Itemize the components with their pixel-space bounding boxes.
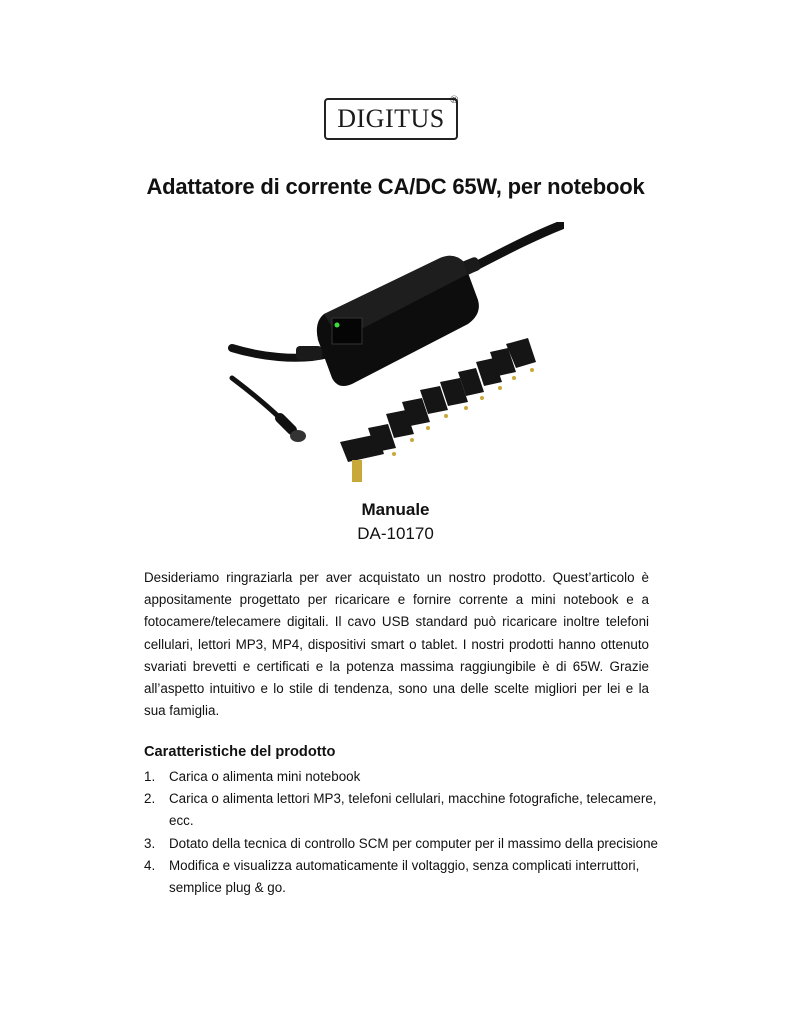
manual-code: DA-10170 [357, 524, 434, 543]
page-title: Adattatore di corrente CA/DC 65W, per notebook [146, 174, 645, 199]
feature-text: Carica o alimenta mini notebook [169, 769, 361, 784]
feature-number: 4. [144, 857, 156, 873]
features-heading: Caratteristiche del prodotto [144, 744, 336, 760]
digitus-logo [324, 94, 464, 144]
feature-item [144, 788, 664, 832]
feature-number: 2. [144, 791, 156, 807]
feature-text: Dotato della tecnica di controllo SCM per computer per il massimo della precisione [169, 835, 658, 851]
features-list [144, 766, 664, 899]
feature-text: Modifica e visualizza automaticamente il voltaggio, senza complicati interruttori, semplice plug & go. [169, 857, 640, 896]
feature-number: 3. [144, 835, 156, 851]
feature-item [144, 833, 664, 855]
manual-label: Manuale [361, 500, 430, 519]
feature-text: Carica o alimenta lettori MP3, telefoni cellulari, macchine fotografiche, telecamere, ecc. [169, 791, 657, 829]
feature-item [144, 855, 664, 899]
registered-mark: ® [450, 94, 459, 106]
intro-paragraph: Desideriamo ringraziarla per aver acquistato un nostro prodotto. Quest’articolo è appositamente progettato per ricaricare e fornire corrente a mini notebook e a fotocamere/telecamere digitali. Il cavo USB standard può ricaricare inoltre telefoni cellulari, lettori MP3, MP4, dispositivi smart o tablet. I nostri prodotti hanno ottenuto svariati brevetti e certificati e la potenza massima raggiungibile è di 65W. Grazie all’aspetto intuitivo e lo stile di tendenza, sono una delle scelte migliori per lei e la sua famiglia. [144, 570, 649, 719]
product-image [228, 222, 564, 490]
feature-number: 1. [144, 769, 156, 784]
feature-item [144, 766, 664, 788]
logo-text: DIGITUS [337, 104, 445, 133]
logo-frame [324, 98, 458, 140]
